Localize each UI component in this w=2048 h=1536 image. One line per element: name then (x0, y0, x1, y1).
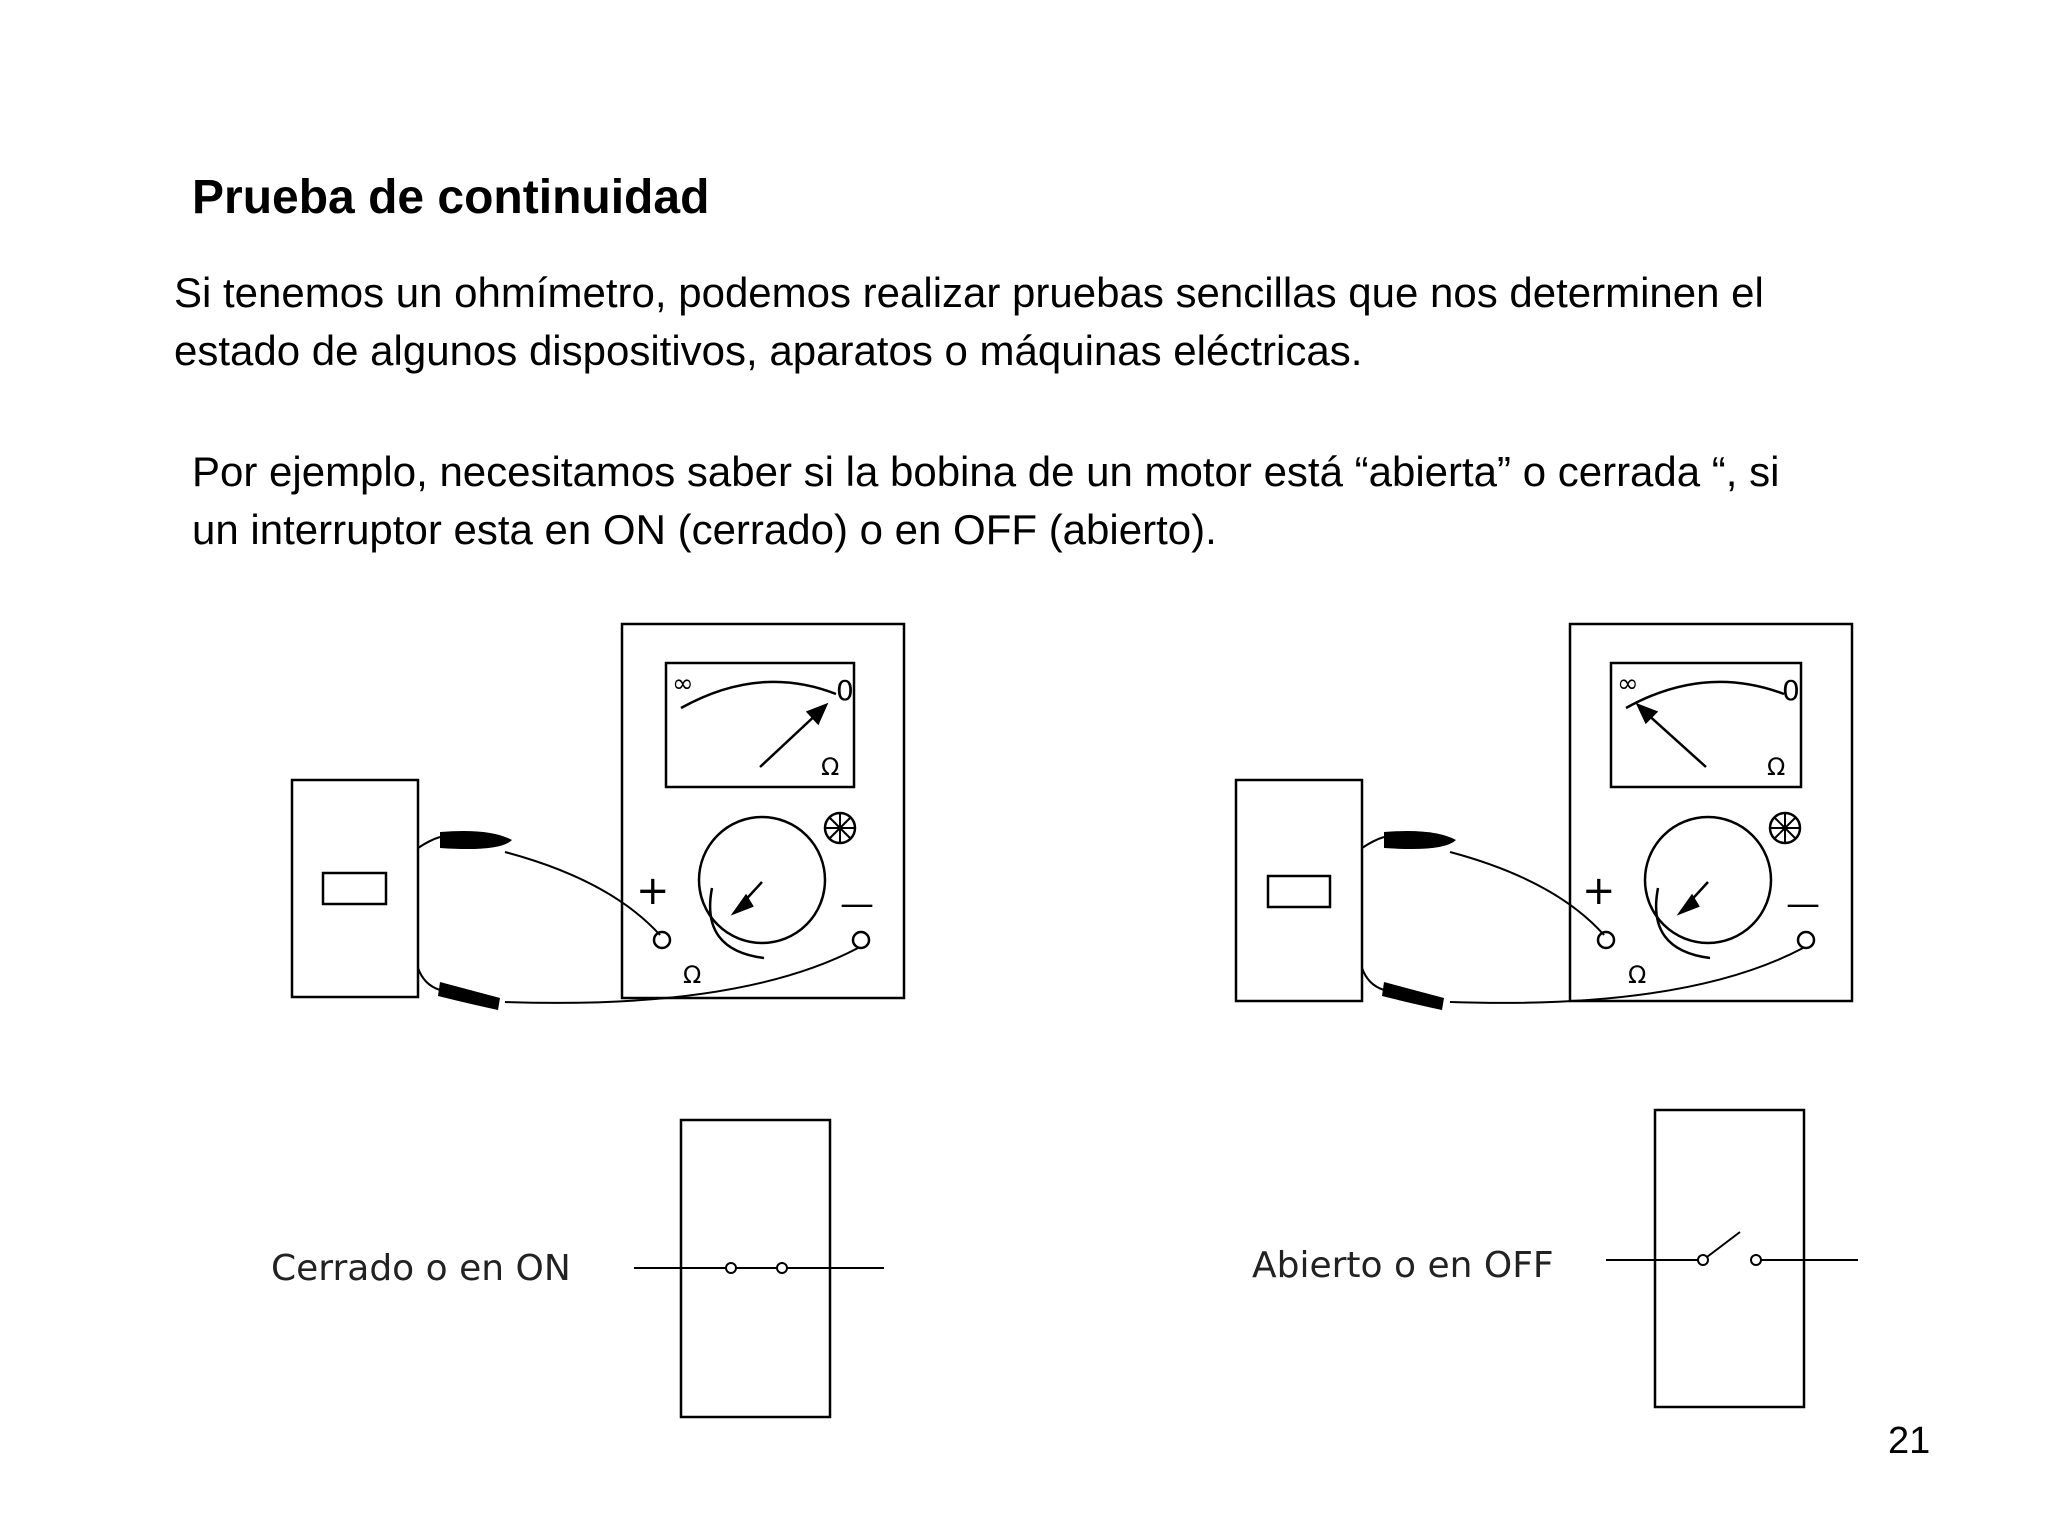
meter-open-diagram (1236, 624, 1852, 1003)
switch-closed-diagram (634, 1120, 884, 1417)
switch-lever-open (1703, 1232, 1740, 1260)
scale-infinity-open: ∞ (1617, 669, 1639, 699)
plus-sign-closed: + (636, 868, 670, 914)
dial-arrowhead-open (1680, 896, 1698, 913)
dial-ohm-arc-open (1656, 888, 1710, 958)
adjust-knob-closed (825, 813, 855, 843)
scale-infinity-closed: ∞ (672, 669, 694, 699)
device-box-open (1236, 780, 1362, 1001)
adjust-knob-open (1770, 813, 1800, 843)
minus-sign-open: — (1786, 884, 1820, 924)
selector-dial-open (1645, 817, 1771, 943)
device-box-closed (292, 780, 418, 997)
meter-closed-diagram (292, 624, 904, 1003)
caption-closed: Cerrado o en ON (271, 1248, 571, 1289)
dial-ohm-open: Ω (1628, 961, 1647, 989)
probe-tip-bottom-closed (438, 982, 500, 1010)
display-ohm-closed: Ω (821, 753, 840, 781)
meter-scale-arc-open (1626, 682, 1784, 708)
terminal-minus-open (1798, 932, 1814, 948)
probe-lead-top-open (1450, 852, 1604, 935)
probe-tip-top-open (1384, 831, 1456, 849)
probe-lead-bottom-closed (505, 948, 858, 1003)
probe-tip-bottom-open (1382, 982, 1444, 1010)
example-line-1: Por ejemplo, necesitamos saber si la bobina de un motor está “abierta” o cerrada “, si (192, 448, 1780, 495)
probe-lead-bottom-open (1450, 948, 1803, 1003)
dial-ohm-closed: Ω (683, 961, 702, 989)
scale-zero-open: 0 (1782, 674, 1800, 707)
dial-ohm-arc-closed (710, 888, 764, 958)
intro-line-2: estado de algunos dispositivos, aparatos o máquinas eléctricas. (174, 327, 1363, 374)
example-line-2: un interruptor esta en ON (cerrado) o en OFF (abierto). (192, 506, 1217, 553)
plus-sign-open: + (1582, 868, 1616, 914)
terminal-minus-closed (853, 932, 869, 948)
device-window-open (1268, 876, 1330, 907)
meter-scale-arc-closed (681, 682, 836, 708)
switch-open-diagram (1606, 1110, 1858, 1407)
meter-needle-closed (760, 711, 820, 767)
page-number: 21 (1888, 1420, 1931, 1462)
dial-arrowhead-closed (734, 896, 752, 913)
display-ohm-open: Ω (1767, 753, 1786, 781)
probe-tip-top-closed (440, 831, 512, 849)
terminal-plus-closed (654, 932, 670, 948)
terminal-plus-open (1598, 932, 1614, 948)
slide-title: Prueba de continuidad (192, 171, 710, 224)
device-window-closed (323, 873, 386, 904)
scale-zero-closed: 0 (836, 674, 854, 707)
caption-open: Abierto o en OFF (1252, 1245, 1554, 1286)
selector-dial-closed (699, 817, 825, 943)
meter-needle-open (1645, 712, 1706, 767)
intro-line-1: Si tenemos un ohmímetro, podemos realizar pruebas sencillas que nos determinen el (174, 269, 1764, 316)
switch-box-open (1655, 1110, 1804, 1407)
minus-sign-closed: — (840, 884, 874, 924)
